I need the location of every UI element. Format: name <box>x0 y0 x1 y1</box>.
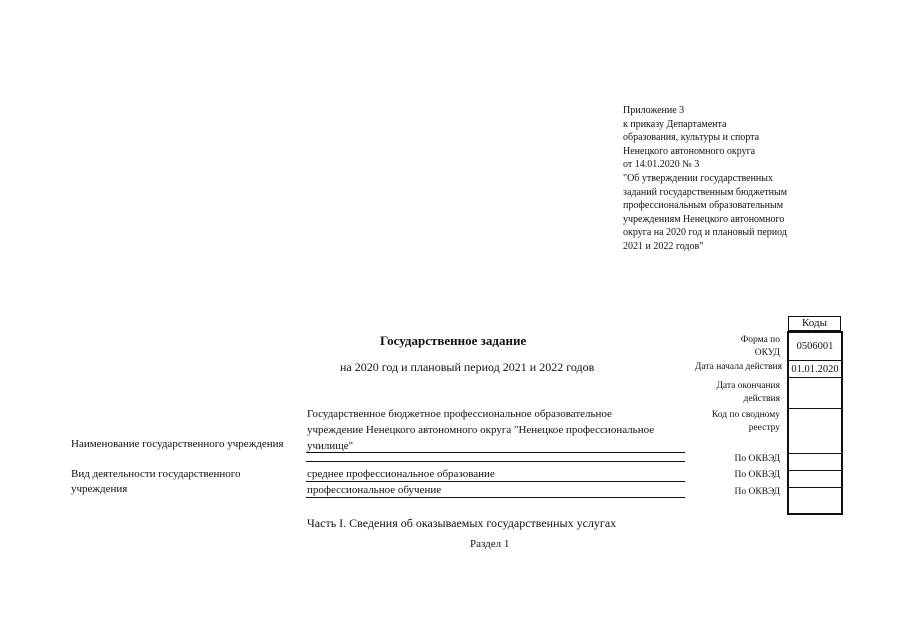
appendix-line: профессиональным образовательным <box>623 200 784 212</box>
okud-label-line: Форма по <box>740 335 780 345</box>
institution-name-line: училище" <box>307 440 354 452</box>
appendix-line: 2021 и 2022 годов" <box>623 240 704 252</box>
okved-code-cell <box>789 471 841 488</box>
appendix-line: округа на 2020 год и плановый период <box>623 227 787 239</box>
activity-underline <box>306 481 685 482</box>
end-date-label-line: действия <box>743 394 780 404</box>
activity-value: среднее профессиональное образование <box>307 468 495 480</box>
okved-code-cell <box>789 488 841 509</box>
appendix-line: Приложение 3 <box>623 105 685 116</box>
registry-code-cell <box>789 409 841 454</box>
activity-underline <box>306 497 685 498</box>
codes-table <box>787 331 843 515</box>
document-period: на 2020 год и плановый период 2021 и 2022 годов <box>340 360 595 374</box>
appendix-line: образования, культуры и спорта <box>623 132 760 144</box>
activity-label-line: Вид деятельности государственного <box>71 468 241 480</box>
appendix-line: к приказу Департамента <box>623 118 727 130</box>
institution-label: Наименование государственного учреждения <box>71 438 284 450</box>
section-title: Раздел 1 <box>470 538 510 550</box>
start-date-cell: 01.01.2020 <box>789 361 841 378</box>
appendix-line: от 14.01.2020 № 3 <box>623 159 700 171</box>
appendix-line: Ненецкого автономного округа <box>623 145 756 157</box>
end-date-cell <box>789 378 841 409</box>
okved-label: По ОКВЭД <box>734 470 780 480</box>
okud-label <box>741 334 780 360</box>
document-title: Государственное задание <box>380 333 527 348</box>
start-date-label: Дата начала действия <box>694 362 782 372</box>
end-date-label-line: Дата окончания <box>716 381 780 391</box>
institution-underline <box>306 461 685 462</box>
appendix-line: заданий государственным бюджетным <box>623 186 788 198</box>
part-title: Часть I. Сведения об оказываемых государственных услугах <box>307 516 617 530</box>
registry-label <box>712 409 780 435</box>
registry-label-line: реестру <box>748 423 780 433</box>
okud-code-cell: 0506001 <box>789 333 841 361</box>
appendix-line: учреждениям Ненецкого автономного <box>623 213 785 225</box>
activity-value: профессиональное обучение <box>307 484 442 496</box>
registry-label-line: Код по сводному <box>711 410 780 420</box>
appendix-line: "Об утверждении государственных <box>623 172 773 184</box>
institution-name-line: Государственное бюджетное профессиональное образовательное <box>307 408 612 420</box>
institution-underline <box>306 452 685 453</box>
okved-code-cell <box>789 454 841 471</box>
activity-label-line: учреждения <box>71 483 128 495</box>
okved-label: По ОКВЭД <box>734 487 780 497</box>
end-date-label <box>716 380 780 406</box>
institution-name-line: учреждение Ненецкого автономного округа "Ненецкое профессиональное <box>307 424 655 436</box>
okved-label: По ОКВЭД <box>734 454 780 464</box>
okud-label-line: ОКУД <box>754 348 780 358</box>
codes-header: Коды <box>788 316 841 331</box>
activity-label <box>71 467 241 497</box>
appendix-note <box>623 104 853 254</box>
institution-name <box>307 407 654 453</box>
